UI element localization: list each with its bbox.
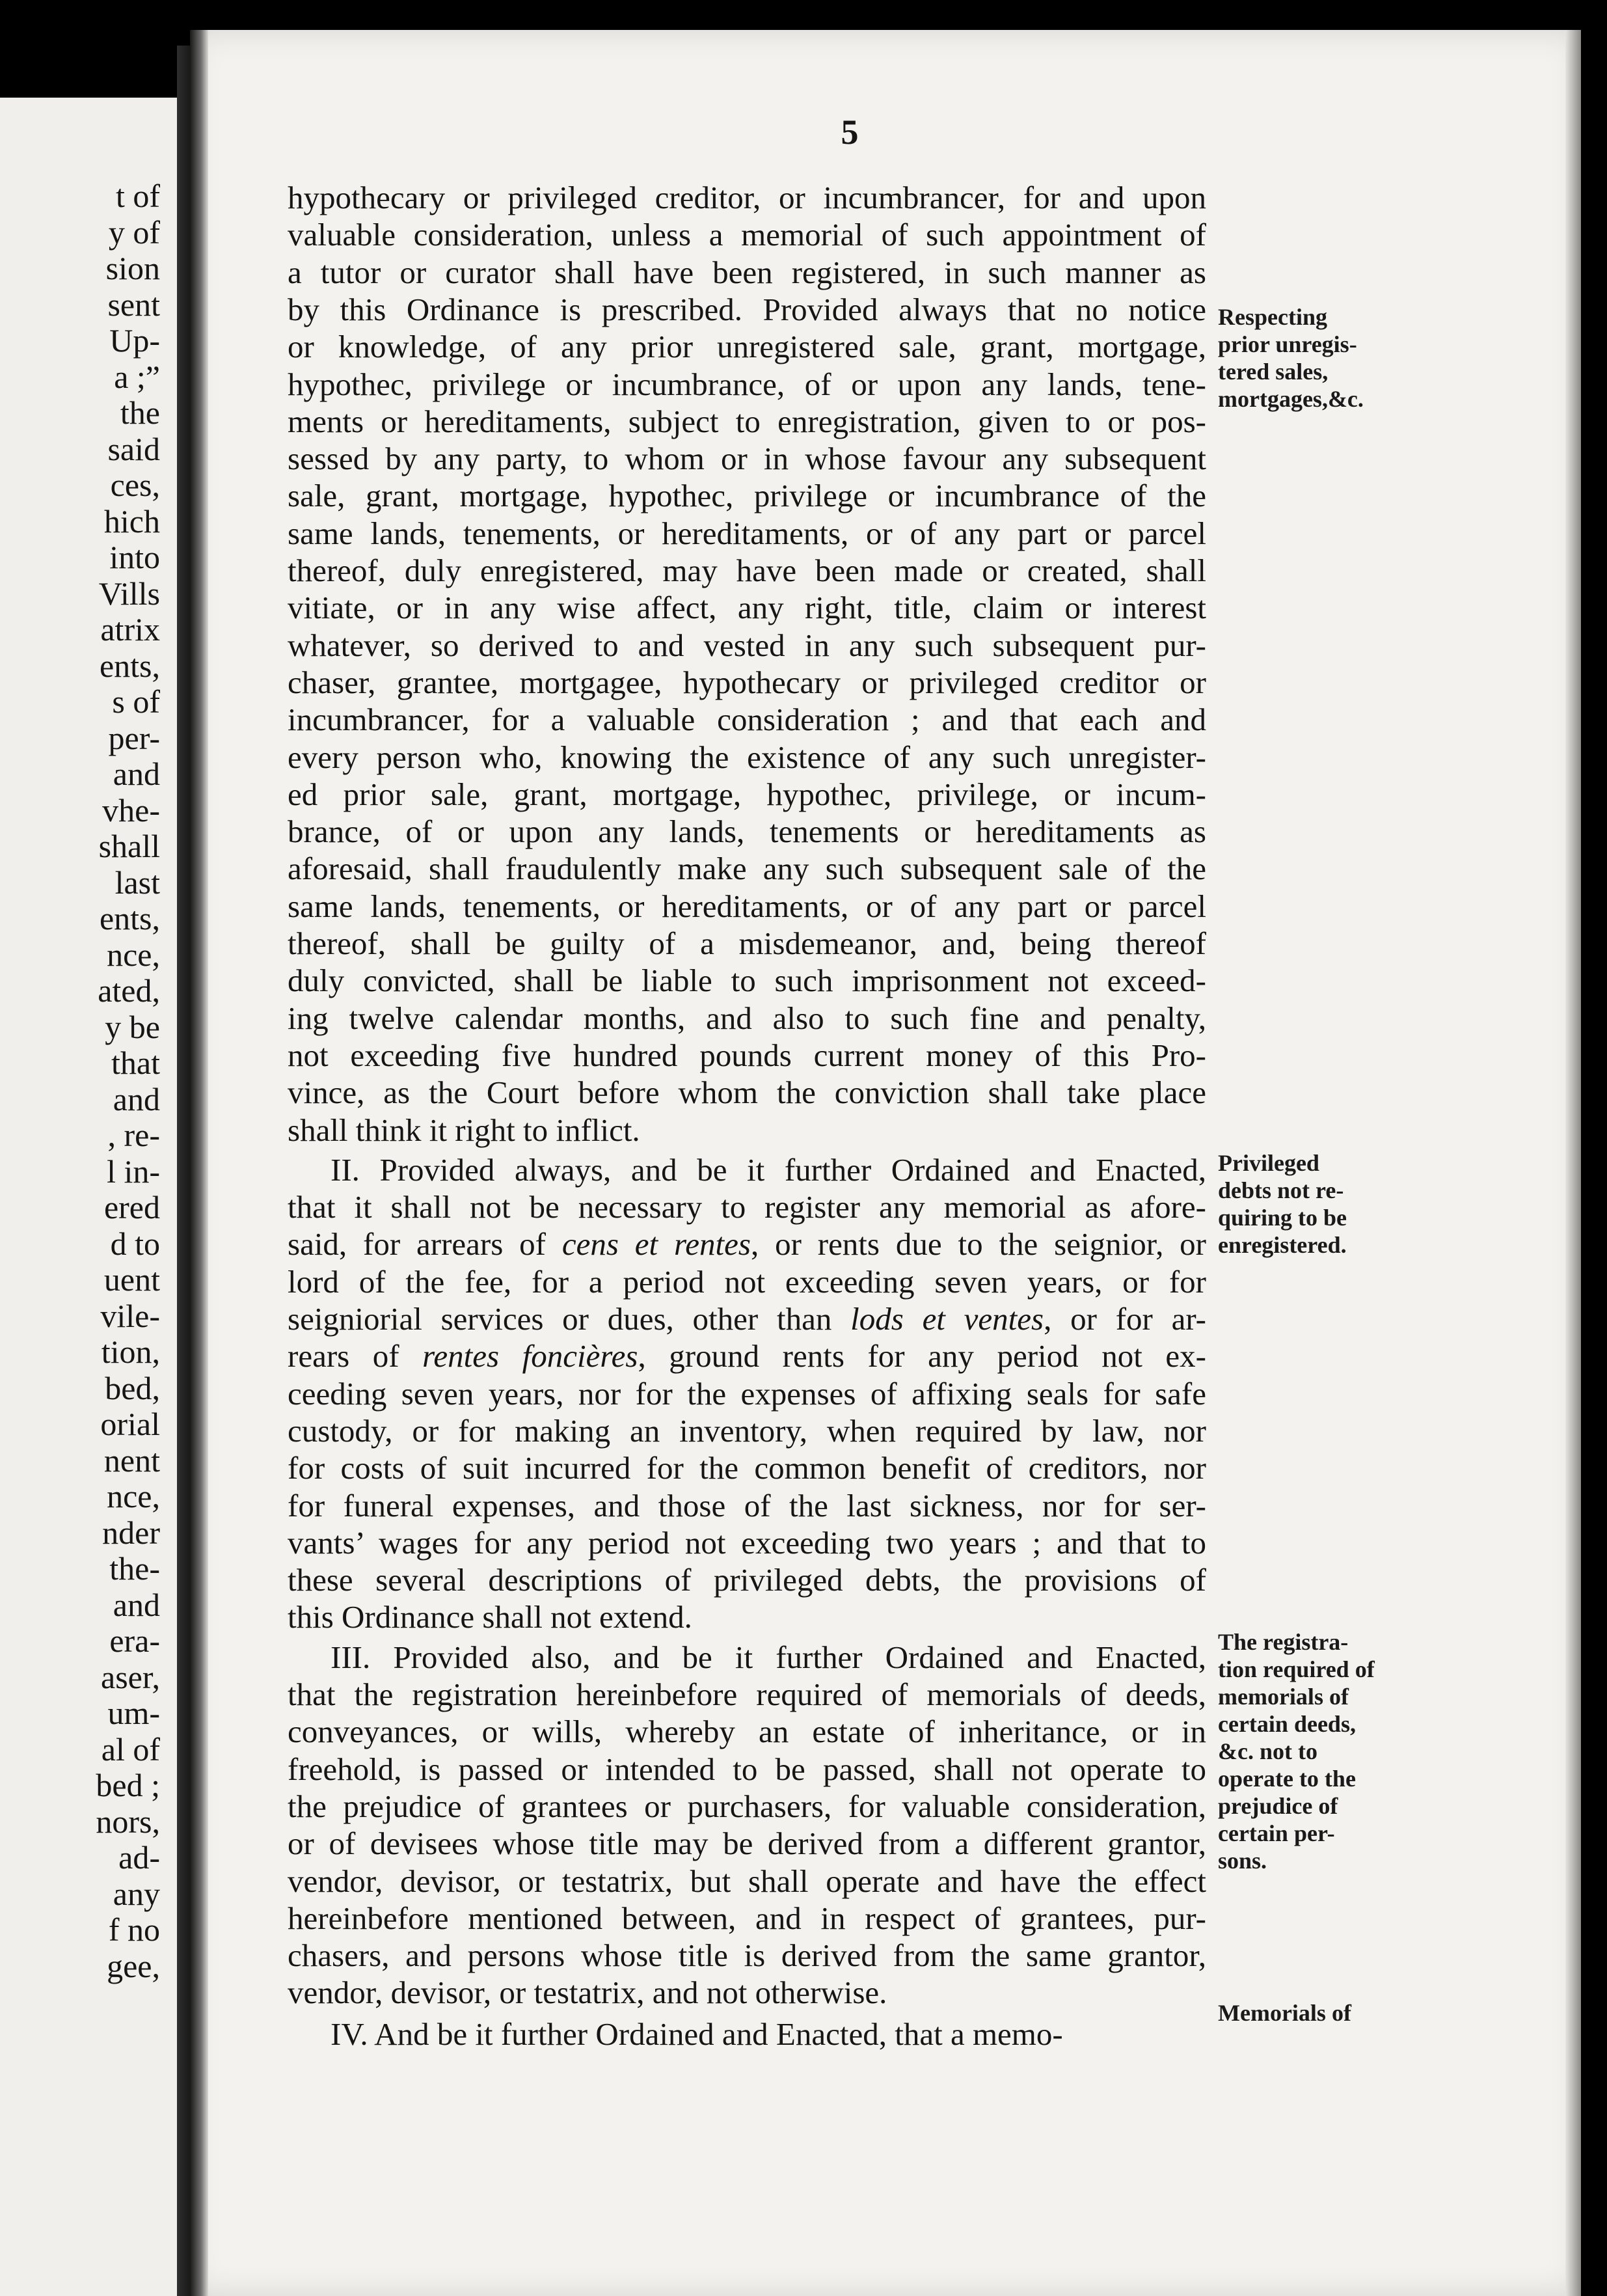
- body-text-line: ed prior sale, grant, mortgage, hypothec, privilege, or incum-: [288, 776, 1206, 812]
- margin-note-line: The registra-: [1218, 1629, 1349, 1655]
- body-text-line: ceeding seven years, nor for the expenses of affixing seals for safe: [288, 1375, 1206, 1412]
- previous-page-text-fragment: ated,: [98, 972, 160, 1009]
- margin-note-line: certain deeds,: [1218, 1711, 1356, 1737]
- previous-page-text-fragment: Up-: [109, 322, 160, 359]
- body-text-line: that it shall not be necessary to register any memorial as afore-: [288, 1189, 1206, 1225]
- body-text-line: freehold, is passed or intended to be passed, shall not operate to: [288, 1751, 1206, 1787]
- body-text-line: not exceeding five hundred pounds current money of this Pro-: [288, 1037, 1206, 1073]
- body-text-line: valuable consideration, unless a memorial of such appointment of: [288, 217, 1206, 253]
- body-text-line: IV. And be it further Ordained and Enacted, that a memo-: [331, 2016, 1063, 2052]
- previous-page-text-fragment: nder: [102, 1514, 160, 1551]
- body-text-line: these several descriptions of privileged debts, the provisions of: [288, 1562, 1206, 1598]
- margin-note-line: &c. not to: [1218, 1738, 1317, 1764]
- previous-page-text-fragment: per-: [108, 719, 160, 756]
- margin-note-line: memorials of: [1218, 1684, 1349, 1710]
- previous-page-text-fragment: ents,: [99, 647, 160, 684]
- body-text-line: brance, of or upon any lands, tenements or hereditaments as: [288, 813, 1206, 850]
- body-text-line: sale, grant, mortgage, hypothec, privilege or incumbrance of the: [288, 478, 1206, 514]
- margin-note-line: debts not re-: [1218, 1177, 1344, 1203]
- body-text-line: custody, or for making an inventory, when required by law, nor: [288, 1412, 1206, 1449]
- margin-note-respecting-prior-sales: [1218, 303, 1413, 413]
- body-text-line: same lands, tenements, or hereditaments, or of any part or parcel: [288, 888, 1206, 924]
- previous-page-text-fragment: vile-: [100, 1297, 160, 1334]
- page-number: 5: [841, 113, 859, 152]
- body-text-line: rears of rentes foncières, ground rents for any period not ex-: [288, 1338, 1206, 1374]
- margin-note-line: Privileged: [1218, 1150, 1319, 1176]
- previous-page-text-fragment: t of: [115, 178, 160, 214]
- previous-page-text-fragment: y be: [105, 1008, 160, 1045]
- previous-page-text-fragment: ents,: [99, 900, 160, 936]
- body-text-line: hypothecary or privileged creditor, or incumbrancer, for and upon: [288, 180, 1206, 215]
- previous-page-text-fragment: uent: [103, 1261, 160, 1298]
- margin-note-line: Memorials of: [1218, 2000, 1351, 2026]
- margin-note-line: sons.: [1218, 1848, 1267, 1874]
- body-text-line: ing twelve calendar months, and also to such fine and penalty,: [288, 1000, 1206, 1036]
- page-right-edge: [1565, 30, 1581, 2296]
- body-text-line: vendor, devisor, or testatrix, and not otherwise.: [288, 1975, 887, 2011]
- body-text-line: duly convicted, shall be liable to such imprisonment not exceed-: [288, 963, 1206, 999]
- previous-page-text-fragment: shall: [98, 828, 160, 864]
- body-text-line: chaser, grantee, mortgagee, hypothecary or privileged creditor or: [288, 664, 1206, 700]
- body-text-line: lord of the fee, for a period not exceeding seven years, or for: [288, 1263, 1206, 1300]
- margin-note-line: quiring to be: [1218, 1205, 1347, 1231]
- previous-page-text-fragment: and: [113, 756, 160, 792]
- previous-page-text-fragment: Vills: [98, 575, 160, 612]
- previous-page-text-fragment: ad-: [118, 1839, 160, 1876]
- previous-page-text-fragment: hich: [103, 502, 160, 540]
- body-text-line: conveyances, or wills, whereby an estate of inheritance, or in: [288, 1714, 1206, 1750]
- body-text-line: incumbrancer, for a valuable consideration ; and that each and: [288, 702, 1206, 738]
- previous-page-text-fragment: f no: [108, 1911, 160, 1948]
- previous-page-text-fragment: and: [113, 1586, 160, 1623]
- margin-note-memorials: [1218, 1999, 1413, 2027]
- previous-page-text-fragment: , re-: [107, 1117, 160, 1153]
- previous-page-text-fragment: nce,: [107, 936, 160, 973]
- previous-page-text-fragment: nent: [103, 1442, 160, 1479]
- previous-page-text-fragment: s of: [112, 683, 160, 720]
- body-text-line: shall think it right to inflict.: [288, 1112, 640, 1148]
- body-text-line: for funeral expenses, and those of the last sickness, nor for ser-: [288, 1487, 1206, 1524]
- body-text-line: vants’ wages for any period not exceeding two years ; and that to: [288, 1524, 1206, 1561]
- previous-page-text-fragment: l in-: [107, 1153, 160, 1190]
- body-text-line: said, for arrears of cens et rentes, or rents due to the seignior, or: [288, 1226, 1207, 1263]
- previous-page-text-fragment: tion,: [101, 1333, 160, 1370]
- body-text-line: that the registration hereinbefore required of memorials of deeds,: [288, 1676, 1206, 1712]
- margin-note-line: operate to the: [1218, 1766, 1356, 1792]
- body-text-line: ments or hereditaments, subject to enregistration, given to or pos-: [288, 403, 1206, 439]
- previous-page-text-fragment: that: [111, 1045, 160, 1081]
- margin-note-line: mortgages,&c.: [1218, 386, 1364, 412]
- previous-page-text-fragment: last: [115, 864, 160, 901]
- previous-page-text-fragment: gee,: [107, 1947, 160, 1984]
- margin-note-line: Respecting: [1218, 304, 1327, 330]
- previous-page-text-fragment: um-: [107, 1695, 160, 1731]
- body-text-line: seigniorial services or dues, other than lods et ventes, or for ar-: [288, 1301, 1206, 1337]
- previous-page-text-fragment: and: [113, 1080, 160, 1117]
- previous-page-text-fragment: ces,: [110, 467, 160, 503]
- italic-term: rentes foncières: [422, 1338, 638, 1374]
- previous-page-text-fragment: d to: [110, 1225, 160, 1262]
- body-text-line: aforesaid, shall fraudulently make any such subsequent sale of the: [288, 851, 1206, 887]
- previous-page-text-fragment: nors,: [96, 1803, 160, 1840]
- previous-page-text-fragment: a ;”: [114, 358, 160, 395]
- body-text-line: by this Ordinance is prescribed. Provided always that no notice: [288, 291, 1206, 327]
- previous-page-text-fragment: bed,: [105, 1369, 160, 1406]
- previous-page-text-fragment: bed ;: [96, 1767, 160, 1803]
- previous-page-text-fragment: the: [120, 394, 160, 431]
- margin-note-registration-required: [1218, 1628, 1413, 1874]
- body-text-line: II. Provided always, and be it further Ordained and Enacted,: [331, 1151, 1206, 1188]
- margin-note-line: certain per-: [1218, 1820, 1335, 1846]
- body-text-line: same lands, tenements, or hereditaments, or of any part or parcel: [288, 515, 1206, 551]
- previous-page-text-fragment: al of: [101, 1730, 160, 1768]
- body-text-line: III. Provided also, and be it further Ordained and Enacted,: [331, 1639, 1206, 1675]
- body-text-line: chasers, and persons whose title is derived from the same grantor,: [288, 1937, 1206, 1974]
- body-text-line: hereinbefore mentioned between, and in respect of grantees, pur-: [288, 1900, 1206, 1936]
- margin-note-line: enregistered.: [1218, 1232, 1347, 1258]
- body-text-line: thereof, shall be guilty of a misdemeanor, and, being thereof: [288, 925, 1206, 961]
- italic-term: cens et rentes: [561, 1226, 751, 1263]
- body-text-line: hypothec, privilege or incumbrance, of or upon any lands, tene-: [288, 366, 1206, 402]
- margin-note-line: tion required of: [1218, 1656, 1375, 1682]
- previous-page-edge: [0, 98, 177, 2296]
- margin-note-line: prejudice of: [1218, 1793, 1338, 1819]
- previous-page-text-fragment: vhe-: [102, 791, 160, 828]
- margin-note-line: prior unregis-: [1218, 331, 1357, 357]
- body-text-line: vendor, devisor, or testatrix, but shall operate and have the effect: [288, 1863, 1206, 1899]
- previous-page-text-fragment: y of: [108, 213, 160, 251]
- previous-page-text-fragment: sion: [105, 250, 160, 286]
- page-binding-shadow: [190, 30, 208, 2296]
- previous-page-text-fragment: nce,: [107, 1478, 160, 1514]
- body-text-line: or of devisees whose title may be derived from a different grantor,: [288, 1825, 1206, 1862]
- body-text-line: thereof, duly enregistered, may have been made or created, shall: [288, 553, 1206, 588]
- margin-note-privileged-debts: [1218, 1149, 1413, 1259]
- previous-page-text-fragment: any: [113, 1875, 160, 1912]
- body-text-line: every person who, knowing the existence of any such unregister-: [288, 739, 1206, 775]
- margin-note-line: tered sales,: [1218, 359, 1329, 385]
- body-text-line: vince, as the Court before whom the conviction shall take place: [288, 1074, 1206, 1111]
- body-text-line: this Ordinance shall not extend.: [288, 1599, 692, 1635]
- previous-page-text-fragment: sent: [107, 286, 160, 323]
- body-text-line: for costs of suit incurred for the common benefit of creditors, nor: [288, 1450, 1206, 1486]
- previous-page-text-fragment: atrix: [100, 611, 160, 648]
- previous-page-text-fragment: aser,: [101, 1658, 160, 1695]
- italic-term: lods et ventes: [850, 1301, 1044, 1337]
- previous-page-text-fragment: into: [109, 539, 160, 575]
- previous-page-text-fragment: ered: [103, 1189, 160, 1225]
- body-text-line: vitiate, or in any wise affect, any right, title, claim or interest: [288, 590, 1206, 626]
- body-text-line: or knowledge, of any prior unregistered sale, grant, mortgage,: [288, 329, 1206, 365]
- body-text-line: sessed by any party, to whom or in whose favour any subsequent: [288, 441, 1206, 477]
- body-text-line: a tutor or curator shall have been registered, in such manner as: [288, 254, 1206, 290]
- previous-page-text-fragment: orial: [100, 1406, 160, 1442]
- body-text-line: the prejudice of grantees or purchasers, for valuable consideration,: [288, 1788, 1206, 1824]
- body-text-line: whatever, so derived to and vested in any such subsequent pur-: [288, 627, 1206, 663]
- previous-page-text-fragment: era-: [109, 1622, 160, 1659]
- previous-page-text-fragment: the-: [109, 1550, 160, 1587]
- previous-page-text-fragment: said: [107, 430, 160, 467]
